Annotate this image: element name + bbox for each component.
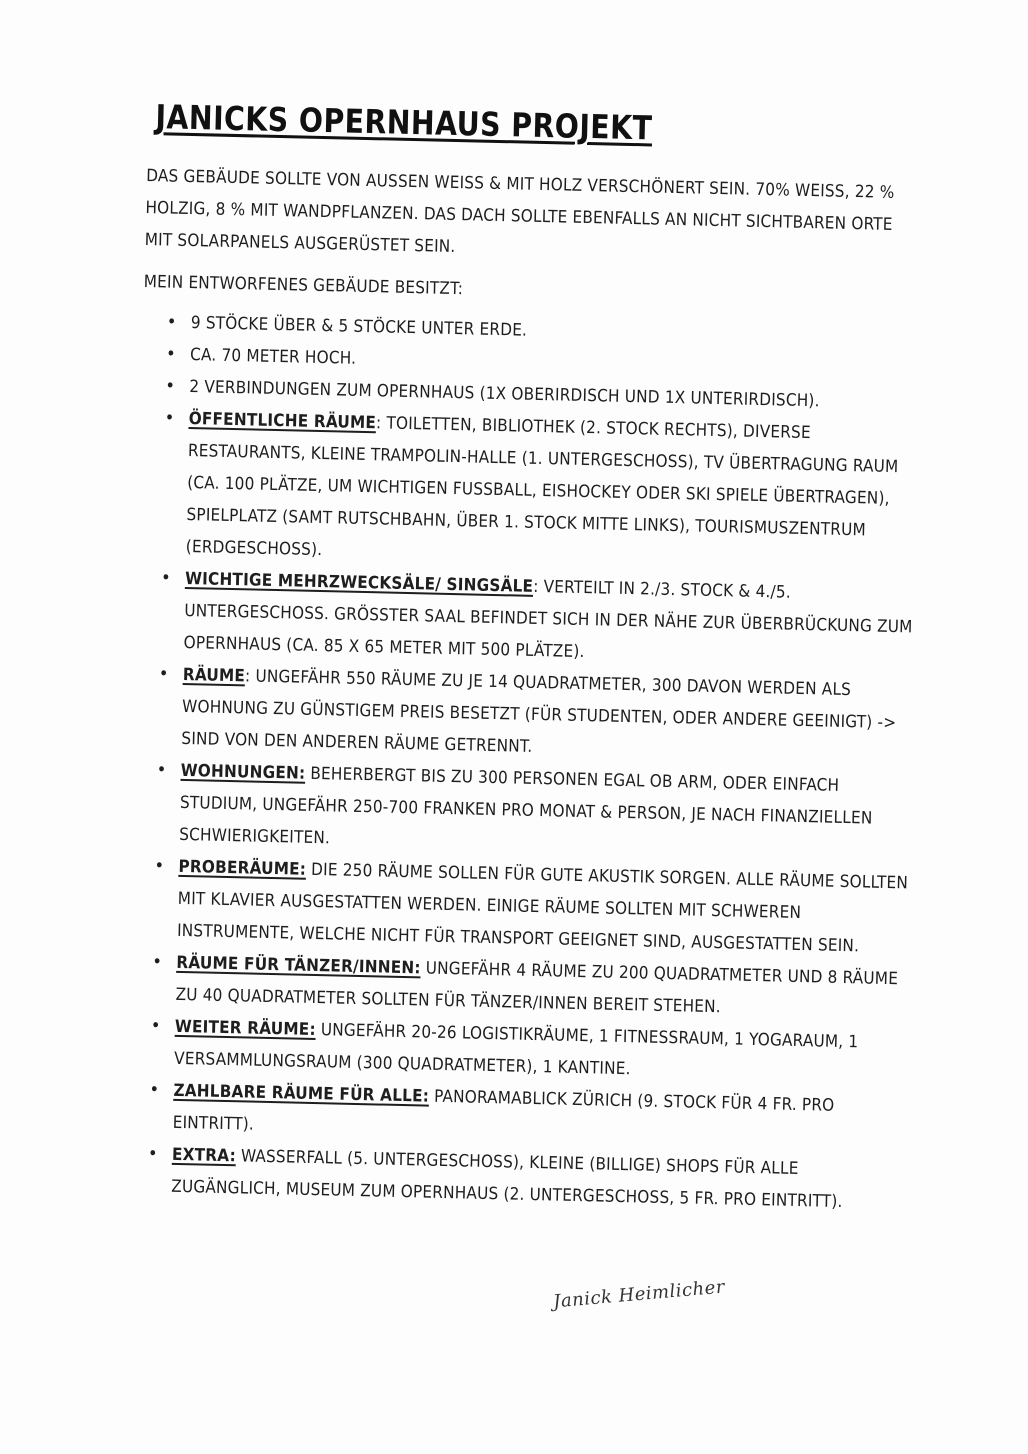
bullet-icon: • [149,1079,160,1101]
item-text: WASSERFALL (5. UNTERGESCHOSS), KLEINE (BILLIGE) SHOPS FÜR ALLE ZUGÄNGLICH, MUSEUM ZUM OPERNHAUS (2. UNTERGESCHOSS, 5 FR. PRO EINTRITT). [171,1146,843,1213]
item-text: DIE 250 RÄUME SOLLEN FÜR GUTE AKUSTIK SORGEN. ALLE RÄUME SOLLTEN MIT KLAVIER AUSGESTATTEN WERDEN. EINIGE RÄUME SOLLTEN MIT SCHWEREN INSTRUMENTE, WELCHE NICHT FÜR TRANSPORT GEEIGNET SIND, AUSGESTATTEN SEIN. [176,859,909,957]
bullet-icon: • [158,663,169,685]
item-label: WEITER RÄUME: [174,1016,316,1041]
item-label: WICHTIGE MEHRZWECKSÄLE/ SINGSÄLE [184,568,534,597]
list-item [155,658,923,771]
bullet-icon: • [154,855,165,877]
item-text: : TOILETTEN, BIBLIOTHEK (2. STOCK RECHTS), DIVERSE RESTAURANTS, KLEINE TRAMPOLIN-HALLE (1. UNTERGESCHOSS), TV ÜBERTRAGUNG RAUM (CA. 100 PLÄTZE, UM WICHTIGEN FUSSBALL, EISHOCKEY ODER SKI SPIELE ÜBERTRAGEN), SPIELPLATZ (SAMT RUTSCHBAHN, ÜBER 1. STOCK MITTE LINKS), TOURISMUSZENTRUM (ERDGESCHOSS). [185,413,899,561]
bullet-icon: • [160,567,172,589]
list-lead: MEIN ENTWORFENES GEBÄUDE BESITZT: [143,271,464,300]
bullet-icon: • [147,1143,159,1165]
bullet-icon: • [156,759,167,781]
bullet-icon: • [165,375,176,397]
handwritten-signature: Janick Heimlicher [552,1276,726,1313]
bullet-icon: • [165,343,177,365]
item-text: 9 STÖCKE ÜBER & 5 STÖCKE UNTER ERDE. [190,313,528,341]
bullet-icon: • [152,951,163,973]
list-item [157,562,925,675]
bullet-icon: • [150,1015,161,1037]
item-label: WOHNUNGEN: [180,760,306,784]
list-item [151,850,919,963]
document-title: JANICKS OPERNHAUS PROJEKT [155,97,653,148]
item-label: ÖFFENTLICHE RÄUME [188,409,377,434]
item-text: UNGEFÄHR 4 RÄUME ZU 200 QUADRATMETER UND 8 RÄUME ZU 40 QUADRATMETER SOLLTEN FÜR TÄNZER/INNEN BEREIT STEHEN. [175,958,899,1018]
item-label: ZAHLBARE RÄUME FÜR ALLE: [173,1080,430,1107]
item-text: : VERTEILT IN 2./3. STOCK & 4./5. UNTERGESCHOSS. GRÖSSTER SAAL BEFINDET SICH IN DER NÄHE ZUR ÜBERBRÜCKUNG ZUM OPERNHAUS (CA. 85 X 65 METER MIT 500 PLÄTZE). [183,576,913,663]
item-label: EXTRA: [171,1144,237,1167]
intro-paragraph: DAS GEBÄUDE SOLLTE VON AUSSEN WEISS & MIT HOLZ VERSCHÖNERT SEIN. 70% WEISS, 22 % HOLZIG, 8 % MIT WANDPFLANZEN. DAS DACH SOLLTE EBENFALLS AN NICHT SICHTBAREN ORTE MIT SOLARPANELS AUSGERÜSTET SEIN. [144,165,895,258]
bullet-icon: • [164,407,175,429]
item-label: PROBERÄUME: [178,856,307,880]
item-label: RÄUME [182,664,246,687]
item-text: UNGEFÄHR 20-26 LOGISTIKRÄUME, 1 FITNESSRAUM, 1 YOGARAUM, 1 VERSAMMLUNGSRAUM (300 QUADRATMETER), 1 KANTINE. [173,1020,859,1080]
item-text: 2 VERBINDUNGEN ZUM OPERNHAUS (1X OBERIRDISCH UND 1X UNTERIRDISCH). [189,377,820,412]
list-item [159,402,928,579]
list-item [153,754,921,867]
item-label: RÄUME FÜR TÄNZER/INNEN: [176,952,421,979]
item-text: BEHERBERGT BIS ZU 300 PERSONEN EGAL OB ARM, ODER EINFACH STUDIUM, UNGEFÄHR 250-700 FRANKEN PRO MONAT & PERSON, JE NACH FINANZIELLEN SCHWIERIGKEITEN. [179,763,873,849]
item-text: PANORAMABLICK ZÜRICH (9. STOCK FÜR 4 FR. PRO EINTRITT). [172,1086,835,1135]
feature-list [123,306,933,1220]
document-content [123,96,938,1220]
item-text: : UNGEFÄHR 550 RÄUME ZU JE 14 QUADRATMETER, 300 DAVON WERDEN ALS WOHNUNG ZU GÜNSTIGEM PREIS BESETZT (FÜR STUDENTEN, ODER ANDERE GEEINIGT) -> SIND VON DEN ANDEREN RÄUME GETRENNT. [181,666,897,757]
item-text: CA. 70 METER HOCH. [189,345,357,369]
bullet-icon: • [166,311,177,333]
